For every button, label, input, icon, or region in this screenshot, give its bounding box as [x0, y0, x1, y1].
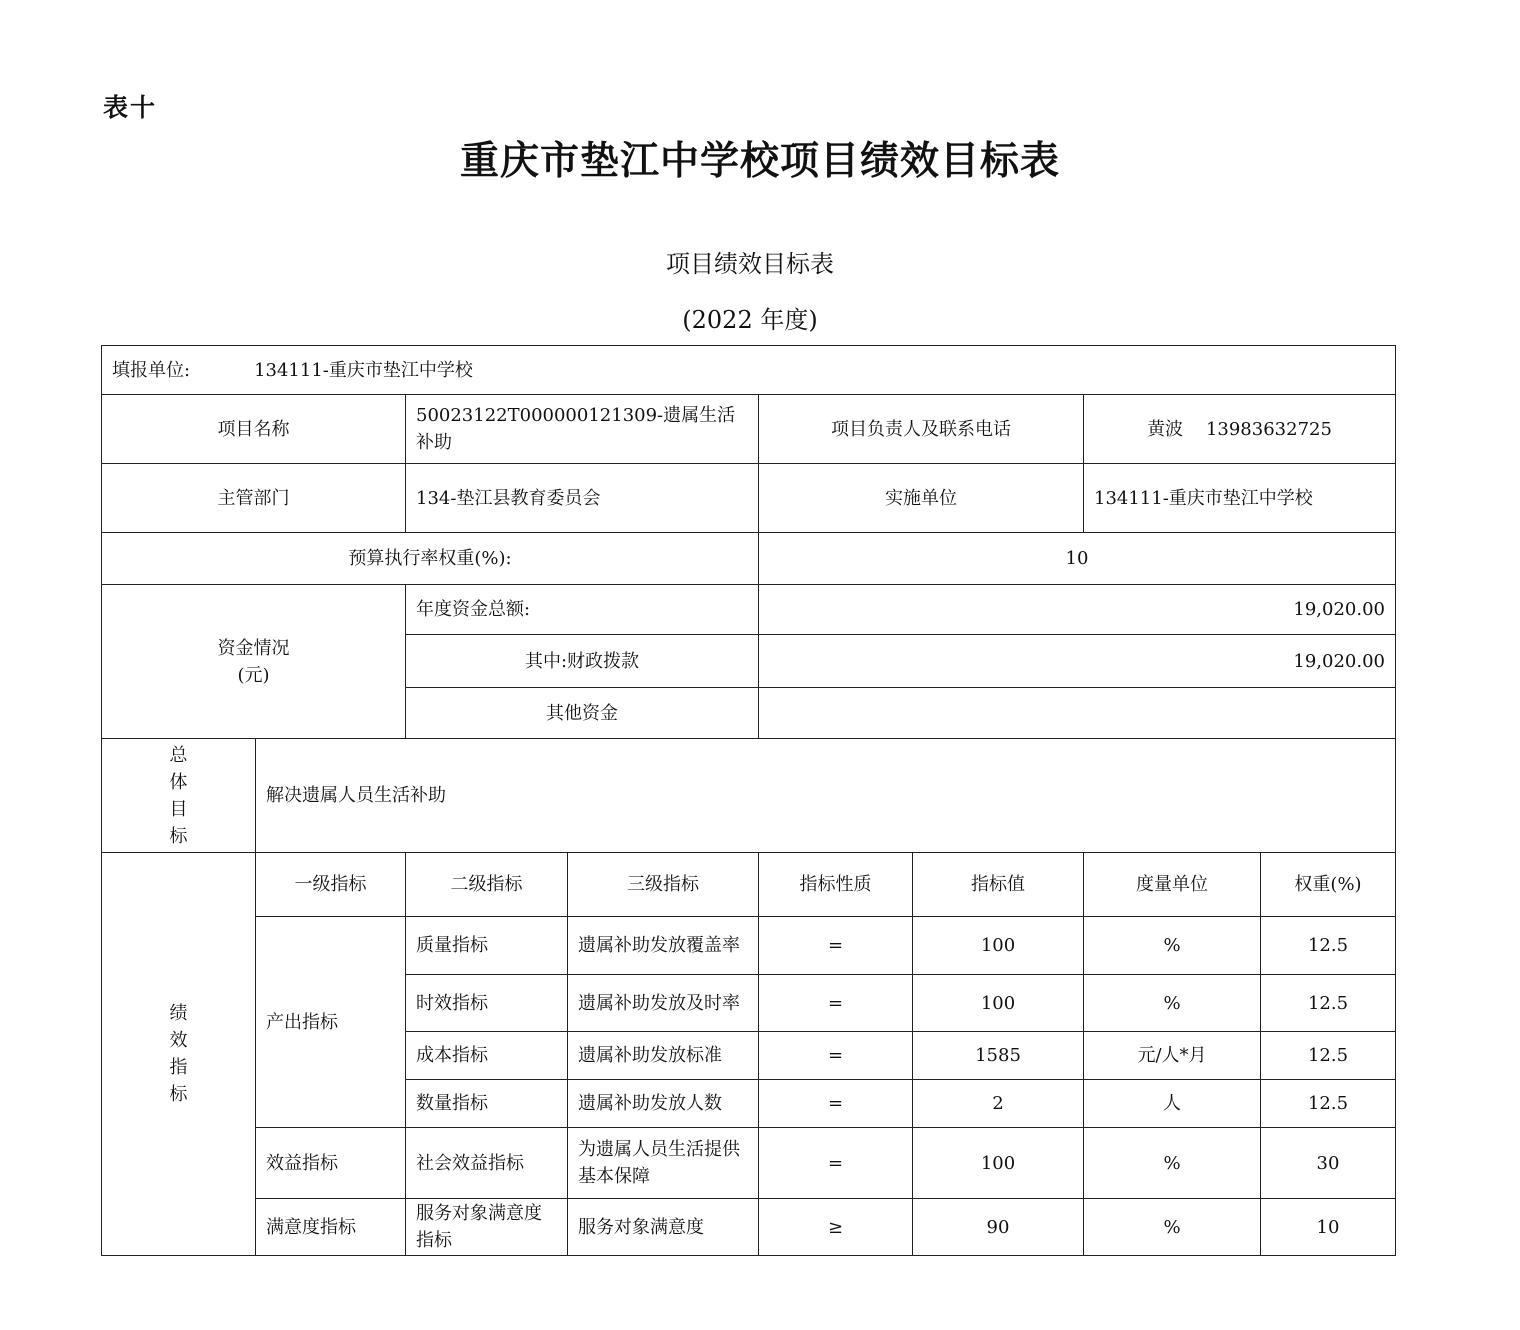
indicator-nature: = [759, 917, 913, 975]
indicator-level2: 时效指标 [406, 975, 568, 1032]
funds-total-label: 年度资金总额: [406, 585, 759, 635]
indicators-label-char: 绩 [169, 1003, 188, 1024]
indicator-nature: ≥ [759, 1199, 913, 1256]
funds-total-value: 19,020.00 [759, 585, 1396, 635]
indicator-row [102, 917, 1396, 975]
budget-weight-row [102, 533, 1396, 585]
indicator-level3: 遗属补助发放标准 [568, 1032, 759, 1080]
goal-label-char: 体 [169, 771, 188, 793]
funds-total-row [102, 585, 1396, 635]
indicator-value: 100 [913, 1128, 1084, 1199]
indicator-level3: 遗属补助发放人数 [568, 1080, 759, 1128]
indicator-level3: 服务对象满意度 [568, 1199, 759, 1256]
performance-target-table [101, 345, 1396, 1256]
header-unit: 度量单位 [1084, 853, 1261, 917]
indicator-unit: % [1084, 975, 1261, 1032]
funds-fiscal-value: 19,020.00 [759, 635, 1396, 688]
project-contact-label: 项目负责人及联系电话 [759, 395, 1084, 464]
goal-label-char: 标 [169, 825, 188, 847]
indicator-weight: 12.5 [1261, 1032, 1396, 1080]
funds-other-value [759, 688, 1396, 739]
impl-unit-label: 实施单位 [759, 464, 1084, 533]
indicator-level1: 效益指标 [256, 1128, 406, 1199]
project-contact-value: 黄波 13983632725 [1084, 395, 1396, 464]
funds-other-label: 其他资金 [406, 688, 759, 739]
indicator-level2: 成本指标 [406, 1032, 568, 1080]
indicator-level1: 满意度指标 [256, 1199, 406, 1256]
indicator-level2: 服务对象满意度指标 [406, 1199, 568, 1256]
indicator-weight: 10 [1261, 1199, 1396, 1256]
header-value: 指标值 [913, 853, 1084, 917]
indicator-level1: 产出指标 [256, 917, 406, 1128]
indicator-level2: 数量指标 [406, 1080, 568, 1128]
goal-label-char: 目 [169, 798, 188, 820]
impl-unit-value: 134111-重庆市垫江中学校 [1084, 464, 1396, 533]
indicator-nature: = [759, 1080, 913, 1128]
indicator-value: 1585 [913, 1032, 1084, 1080]
report-unit-row [102, 346, 1396, 395]
goal-label-char: 总 [169, 744, 188, 766]
fiscal-year: (2022 年度) [682, 306, 818, 334]
indicator-weight: 30 [1261, 1128, 1396, 1199]
header-level3: 三级指标 [568, 853, 759, 917]
report-unit-cell [102, 346, 1396, 395]
indicator-header-row [102, 853, 1396, 917]
indicators-label-char: 指 [169, 1057, 188, 1078]
indicator-level2: 社会效益指标 [406, 1128, 568, 1199]
overall-goal-text: 解决遗属人员生活补助 [256, 739, 1396, 853]
indicator-level3: 遗属补助发放及时率 [568, 975, 759, 1032]
indicator-level3: 遗属补助发放覆盖率 [568, 917, 759, 975]
indicator-unit: % [1084, 1128, 1261, 1199]
overall-goal-label [102, 739, 256, 853]
indicators-label-char: 标 [169, 1084, 188, 1105]
indicator-unit: 人 [1084, 1080, 1261, 1128]
department-row [102, 464, 1396, 533]
indicator-unit: % [1084, 917, 1261, 975]
indicator-value: 2 [913, 1080, 1084, 1128]
project-name-label: 项目名称 [102, 395, 406, 464]
report-unit-label: 填报单位: [112, 359, 191, 381]
indicator-unit: 元/人*月 [1084, 1032, 1261, 1080]
report-unit-value: 134111-重庆市垫江中学校 [254, 359, 473, 381]
indicator-nature: = [759, 1032, 913, 1080]
header-level1: 一级指标 [256, 853, 406, 917]
indicator-value: 100 [913, 917, 1084, 975]
indicator-unit: % [1084, 1199, 1261, 1256]
funds-label [102, 585, 406, 739]
indicator-row [102, 1128, 1396, 1199]
indicator-value: 100 [913, 975, 1084, 1032]
indicator-weight: 12.5 [1261, 1080, 1396, 1128]
dept-label: 主管部门 [102, 464, 406, 533]
indicator-nature: = [759, 1128, 913, 1199]
funds-label-line1: 资金情况 [217, 637, 290, 659]
indicator-value: 90 [913, 1199, 1084, 1256]
indicator-level2: 质量指标 [406, 917, 568, 975]
overall-goal-row [102, 739, 1396, 853]
header-weight: 权重(%) [1261, 853, 1396, 917]
indicator-level3: 为遗属人员生活提供基本保障 [568, 1128, 759, 1199]
funds-fiscal-label: 其中:财政拨款 [406, 635, 759, 688]
table-subtitle: 项目绩效目标表 [666, 250, 834, 278]
budget-weight-value: 10 [759, 533, 1396, 585]
project-name-row [102, 395, 1396, 464]
indicator-nature: = [759, 975, 913, 1032]
indicator-weight: 12.5 [1261, 975, 1396, 1032]
budget-weight-label: 预算执行率权重(%): [102, 533, 759, 585]
document-title: 重庆市垫江中学校项目绩效目标表 [459, 138, 1060, 184]
indicators-label-char: 效 [169, 1030, 188, 1051]
indicator-row [102, 1199, 1396, 1256]
dept-value: 134-垫江县教育委员会 [406, 464, 759, 533]
indicator-weight: 12.5 [1261, 917, 1396, 975]
header-level2: 二级指标 [406, 853, 568, 917]
indicators-label [102, 853, 256, 1256]
funds-label-line2: (元) [237, 664, 270, 686]
project-name-value: 50023122T000000121309-遗属生活补助 [406, 395, 759, 464]
table-number: 表十 [103, 93, 158, 122]
header-nature: 指标性质 [759, 853, 913, 917]
